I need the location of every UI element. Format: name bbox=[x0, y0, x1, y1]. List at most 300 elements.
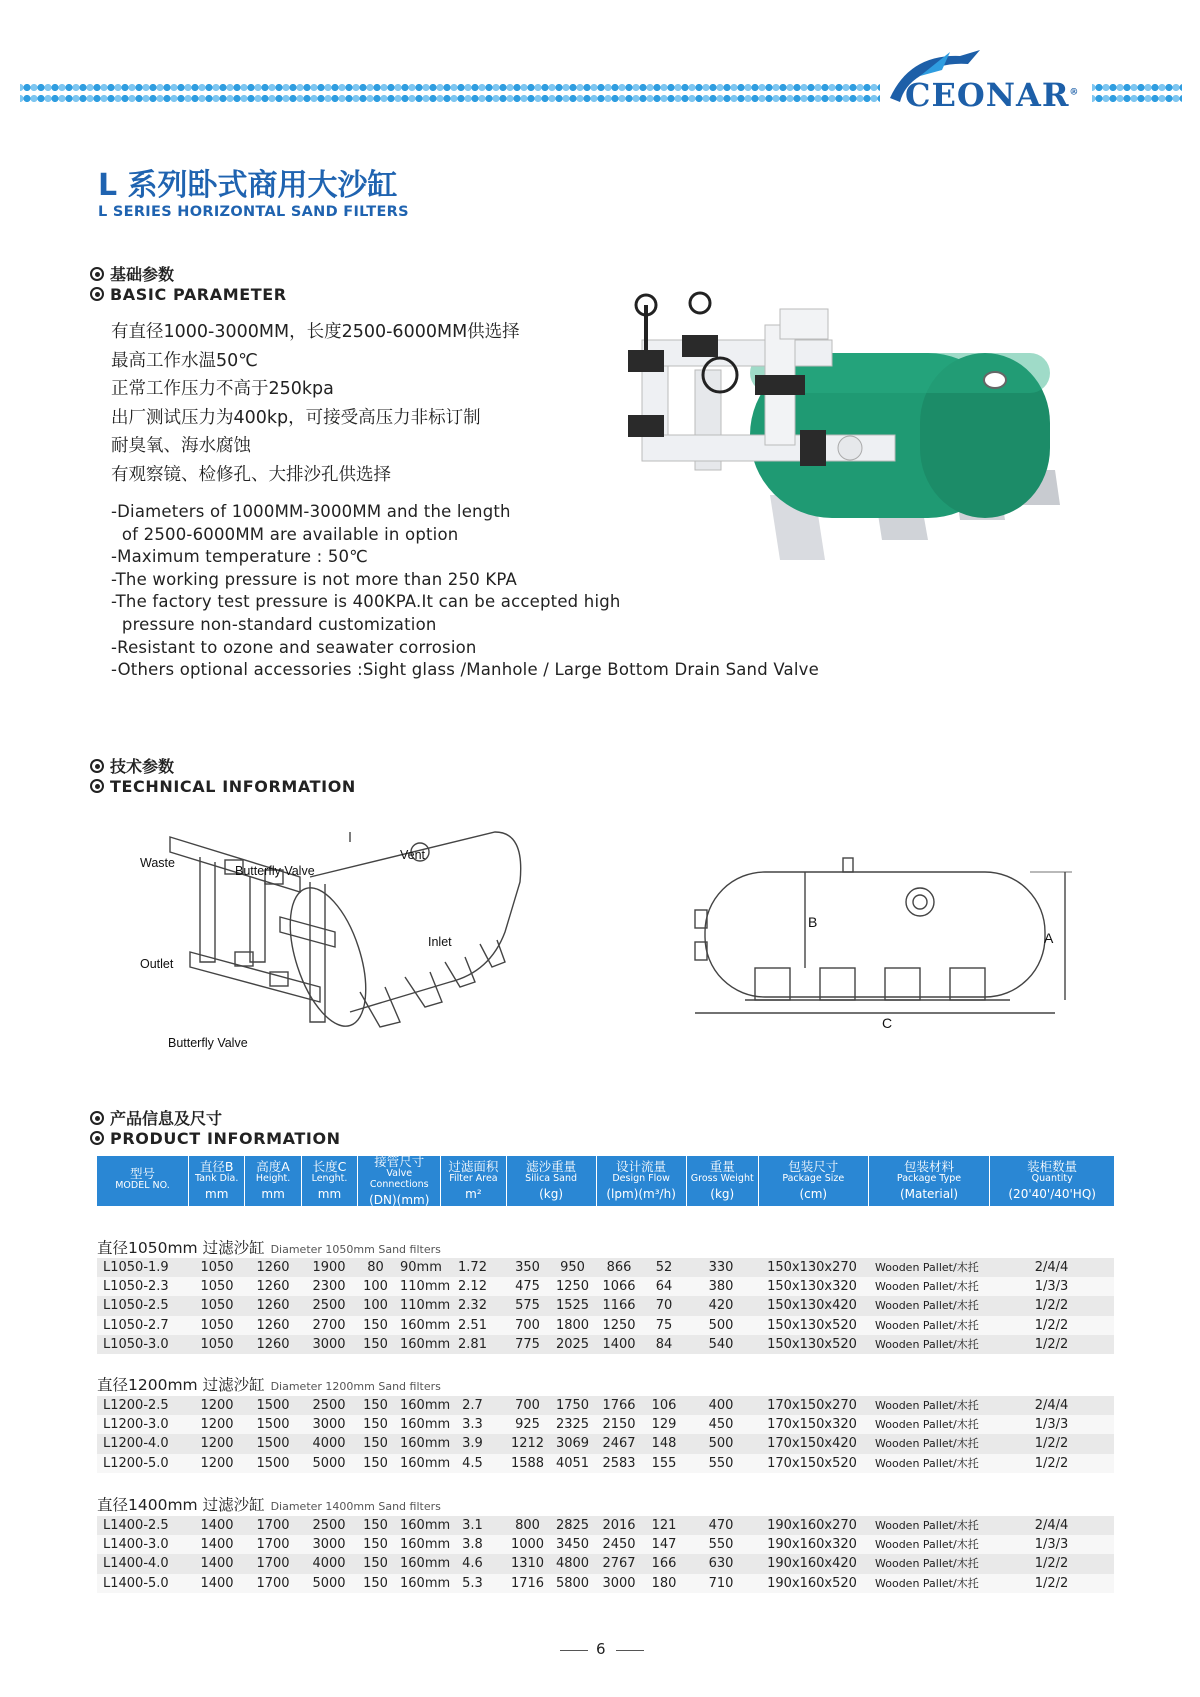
table-cell: 160mm bbox=[400, 1575, 451, 1591]
table-cell: 575 bbox=[515, 1298, 540, 1314]
table-cell: 1525 bbox=[555, 1298, 590, 1314]
table-cell: 100 bbox=[363, 1298, 388, 1314]
table-cell: 3.1 bbox=[462, 1518, 483, 1533]
table-cell: 2500 bbox=[312, 1298, 346, 1314]
table-cell: 1050 bbox=[200, 1298, 234, 1314]
table-cell: 1/3/3 bbox=[1034, 1537, 1069, 1553]
table-cell: 150 bbox=[363, 1417, 388, 1433]
table-cell: 775 bbox=[515, 1336, 540, 1352]
group-title-en: Diameter 1050mm Sand filters bbox=[270, 1243, 441, 1256]
table-row bbox=[97, 1516, 1114, 1535]
table-cell: 129 bbox=[651, 1417, 677, 1433]
table-cell: 1700 bbox=[256, 1518, 290, 1533]
product-table-header bbox=[97, 1153, 1114, 1207]
table-cell: 4000 bbox=[312, 1436, 346, 1452]
table-cell: 1400 bbox=[200, 1518, 234, 1533]
table-cell: 2150 bbox=[602, 1417, 636, 1433]
table-cell: 1310 bbox=[510, 1556, 545, 1572]
label-butterfly-valve-bottom: Butterfly Valve bbox=[168, 1036, 248, 1050]
table-cell: 1250 bbox=[602, 1317, 636, 1333]
table-cell: 1400 bbox=[200, 1537, 234, 1553]
product-title-cn: 产品信息及尺寸 bbox=[110, 1109, 223, 1128]
table-row bbox=[97, 1415, 1114, 1434]
table-cell: 4.5 bbox=[462, 1455, 483, 1471]
dim-label-a: A bbox=[1044, 930, 1054, 946]
table-row bbox=[97, 1535, 1114, 1554]
table-cell: 2467 bbox=[602, 1436, 636, 1452]
header-cn: 接管尺寸 bbox=[374, 1153, 425, 1169]
table-cell: 2025 bbox=[555, 1336, 590, 1352]
table-cell: 150 bbox=[363, 1537, 388, 1553]
table-cell: 1050 bbox=[200, 1336, 234, 1352]
basic-cn-list bbox=[111, 318, 520, 489]
table-cell: 180 bbox=[651, 1575, 677, 1591]
table-cell: 2/4/4 bbox=[1034, 1398, 1069, 1413]
header-dot-band-right bbox=[1092, 82, 1182, 104]
table-row bbox=[97, 1454, 1114, 1473]
table-cell: 1050 bbox=[200, 1279, 234, 1295]
group-rows-1200 bbox=[97, 1396, 1114, 1473]
table-cell: 1200 bbox=[200, 1436, 234, 1452]
table-cell: 450 bbox=[708, 1417, 734, 1433]
dim-label-c: C bbox=[882, 1015, 893, 1031]
table-cell: 110mm bbox=[400, 1279, 451, 1295]
table-cell: 160mm bbox=[400, 1417, 451, 1433]
table-cell: Wooden Pallet/木托 bbox=[875, 1538, 979, 1552]
table-cell: 155 bbox=[651, 1455, 677, 1471]
table-cell: 160mm bbox=[400, 1317, 451, 1333]
table-row bbox=[97, 1434, 1114, 1453]
table-cell: 866 bbox=[606, 1260, 632, 1275]
header-cn: 包装材料 bbox=[904, 1158, 955, 1174]
table-cell: 4800 bbox=[555, 1556, 590, 1572]
table-cell: 710 bbox=[708, 1575, 734, 1591]
table-cell: 1500 bbox=[256, 1398, 290, 1413]
table-cell: L1050-2.5 bbox=[103, 1298, 169, 1314]
table-cell: 5000 bbox=[312, 1575, 346, 1591]
table-cell: 160mm bbox=[400, 1398, 451, 1413]
bullet-icon bbox=[90, 1131, 104, 1145]
table-cell: 100 bbox=[363, 1279, 388, 1295]
table-cell: 380 bbox=[708, 1279, 734, 1295]
brand-mark: ® bbox=[1069, 87, 1080, 98]
group-title-1200 bbox=[97, 1373, 441, 1395]
header-unit: mm bbox=[205, 1187, 229, 1202]
table-row bbox=[97, 1277, 1114, 1296]
table-cell: 1700 bbox=[256, 1556, 290, 1572]
header-cn: 过滤面积 bbox=[448, 1158, 499, 1174]
technical-title-cn: 技术参数 bbox=[110, 757, 175, 776]
table-row bbox=[97, 1296, 1114, 1315]
header-en: Tank Dia. bbox=[195, 1173, 239, 1185]
table-cell: 500 bbox=[708, 1436, 734, 1452]
table-cell: Wooden Pallet/木托 bbox=[875, 1318, 979, 1332]
table-cell: 3000 bbox=[312, 1336, 346, 1352]
table-cell: 1900 bbox=[312, 1260, 346, 1275]
table-cell: Wooden Pallet/木托 bbox=[875, 1299, 979, 1313]
table-cell: 1500 bbox=[256, 1455, 290, 1471]
en-spec-line: pressure non-standard customization bbox=[111, 614, 437, 634]
page-title: L 系列卧式商用大沙缸 bbox=[98, 168, 398, 203]
table-cell: Wooden Pallet/木托 bbox=[875, 1519, 979, 1532]
table-cell: 2016 bbox=[602, 1518, 636, 1533]
technical-section-heading bbox=[90, 754, 356, 796]
table-cell: Wooden Pallet/木托 bbox=[875, 1437, 979, 1451]
en-spec-line: of 2500-6000MM are available in option bbox=[111, 524, 459, 544]
table-cell: 400 bbox=[708, 1398, 734, 1413]
table-cell: 121 bbox=[651, 1518, 677, 1533]
header-cn: 装柜数量 bbox=[1027, 1158, 1078, 1174]
header-en: Valve Connections bbox=[369, 1167, 429, 1190]
table-cell: 1/2/2 bbox=[1034, 1455, 1069, 1471]
table-cell: 150 bbox=[363, 1575, 388, 1591]
page-number: 6 bbox=[596, 1640, 606, 1658]
table-cell: Wooden Pallet/木托 bbox=[875, 1280, 979, 1294]
table-cell: 150x130x270 bbox=[767, 1260, 857, 1275]
group-rows-1050 bbox=[97, 1258, 1114, 1354]
table-cell: 1050 bbox=[200, 1317, 234, 1333]
table-cell: 190x160x270 bbox=[767, 1518, 857, 1533]
product-title-en: PRODUCT INFORMATION bbox=[110, 1129, 341, 1148]
table-cell: 150 bbox=[363, 1556, 388, 1572]
header-dot-band-left bbox=[20, 82, 880, 104]
en-spec-line: -The factory test pressure is 400KPA.It can be accepted high bbox=[111, 592, 621, 612]
header-en: Lenght. bbox=[311, 1173, 348, 1185]
table-cell: 75 bbox=[655, 1317, 673, 1333]
brand-logo bbox=[905, 76, 1079, 114]
header-en: Height. bbox=[255, 1173, 291, 1185]
table-cell: 190x160x420 bbox=[767, 1556, 857, 1572]
bullet-icon bbox=[90, 287, 104, 301]
table-cell: 52 bbox=[655, 1260, 673, 1275]
table-cell: 190x160x320 bbox=[767, 1537, 857, 1553]
dim-label-b: B bbox=[808, 914, 818, 930]
table-cell: 1/2/2 bbox=[1034, 1575, 1069, 1591]
table-cell: 80 bbox=[367, 1260, 384, 1275]
table-cell: 1260 bbox=[256, 1317, 290, 1333]
table-cell: 150 bbox=[363, 1336, 388, 1352]
table-row bbox=[97, 1335, 1114, 1354]
brand-name: CEONAR bbox=[905, 76, 1070, 114]
table-cell: 147 bbox=[651, 1537, 677, 1553]
table-cell: 150 bbox=[363, 1317, 388, 1333]
label-inlet: Inlet bbox=[428, 935, 452, 949]
group-title-en: Diameter 1200mm Sand filters bbox=[270, 1380, 441, 1393]
header-unit: (kg) bbox=[710, 1187, 735, 1202]
table-cell: L1200-3.0 bbox=[103, 1417, 169, 1433]
group-title-cn: 直径1050mm 过滤沙缸 bbox=[97, 1239, 265, 1257]
table-header-cell bbox=[97, 1156, 189, 1206]
table-cell: 1700 bbox=[256, 1575, 290, 1591]
table-cell: 2.32 bbox=[458, 1298, 487, 1314]
table-cell: 150 bbox=[363, 1436, 388, 1452]
cn-spec-line: 有直径1000-3000MM，长度2500-6000MM供选择 bbox=[111, 322, 520, 342]
table-cell: 1500 bbox=[256, 1417, 290, 1433]
table-cell: 2/4/4 bbox=[1034, 1260, 1069, 1275]
table-cell: 2825 bbox=[555, 1518, 590, 1533]
table-cell: 5800 bbox=[555, 1575, 590, 1591]
technical-title-en: TECHNICAL INFORMATION bbox=[110, 777, 356, 796]
header-unit: mm bbox=[317, 1187, 342, 1202]
table-header-cell bbox=[990, 1156, 1114, 1206]
table-cell: 2583 bbox=[602, 1455, 636, 1471]
group-rows-1400 bbox=[97, 1516, 1114, 1593]
table-cell: 110mm bbox=[400, 1298, 451, 1314]
header-cn: 高度A bbox=[256, 1158, 290, 1174]
table-cell: L1400-4.0 bbox=[103, 1556, 169, 1572]
table-cell: 3.3 bbox=[462, 1417, 483, 1433]
table-cell: L1200-5.0 bbox=[103, 1455, 169, 1471]
table-cell: 540 bbox=[708, 1336, 734, 1352]
table-cell: 1200 bbox=[200, 1455, 234, 1471]
table-cell: 1700 bbox=[256, 1537, 290, 1553]
table-cell: 1050 bbox=[200, 1260, 234, 1275]
table-cell: 1716 bbox=[510, 1575, 545, 1591]
header-en: Package Type bbox=[896, 1173, 962, 1185]
table-cell: 160mm bbox=[400, 1537, 451, 1553]
basic-section-heading bbox=[90, 262, 287, 304]
table-cell: 1750 bbox=[555, 1398, 590, 1413]
table-header-cell bbox=[597, 1156, 687, 1206]
table-cell: 106 bbox=[651, 1398, 677, 1413]
table-cell: 2.7 bbox=[462, 1398, 483, 1413]
en-spec-line: -The working pressure is not more than 250 KPA bbox=[111, 569, 517, 589]
header-unit: mm bbox=[261, 1187, 285, 1202]
cn-spec-line: 有观察镜、检修孔、大排沙孔供选择 bbox=[111, 464, 391, 485]
header-en: Silica Sand bbox=[525, 1173, 578, 1185]
table-cell: 160mm bbox=[400, 1455, 451, 1471]
table-cell: Wooden Pallet/木托 bbox=[875, 1557, 979, 1571]
header-unit: (kg) bbox=[539, 1187, 564, 1202]
page-subtitle: L SERIES HORIZONTAL SAND FILTERS bbox=[98, 204, 409, 220]
table-cell: 2.81 bbox=[458, 1336, 487, 1352]
table-cell: 1260 bbox=[256, 1336, 290, 1352]
table-cell: Wooden Pallet/木托 bbox=[875, 1399, 979, 1412]
header-cn: 重量 bbox=[709, 1158, 735, 1174]
table-row bbox=[97, 1258, 1114, 1277]
table-cell: 1250 bbox=[555, 1279, 590, 1295]
group-title-en: Diameter 1400mm Sand filters bbox=[270, 1500, 441, 1513]
table-cell: 800 bbox=[515, 1518, 540, 1533]
table-cell: 1166 bbox=[602, 1298, 636, 1314]
header-en: Gross Weight bbox=[690, 1173, 754, 1185]
table-cell: 84 bbox=[655, 1336, 673, 1352]
table-cell: 150 bbox=[363, 1455, 388, 1471]
table-cell: 1000 bbox=[510, 1537, 545, 1553]
table-cell: 1588 bbox=[510, 1455, 545, 1471]
cn-spec-line: 出厂测试压力为400kp，可接受高压力非标订制 bbox=[111, 407, 481, 428]
table-header-cell bbox=[189, 1156, 245, 1206]
basic-title-cn: 基础参数 bbox=[110, 265, 175, 284]
table-cell: 1/2/2 bbox=[1034, 1436, 1069, 1452]
cn-spec-line: 最高工作水温50℃ bbox=[111, 350, 258, 371]
header-en: Filter Area bbox=[449, 1173, 498, 1185]
table-cell: L1200-2.5 bbox=[103, 1398, 169, 1413]
table-cell: 2300 bbox=[312, 1279, 346, 1295]
table-cell: L1400-2.5 bbox=[103, 1518, 169, 1533]
table-cell: 1/2/2 bbox=[1034, 1336, 1069, 1352]
header-en: Quantity bbox=[1031, 1173, 1073, 1185]
table-header-cell bbox=[759, 1156, 869, 1206]
table-cell: 470 bbox=[708, 1518, 734, 1533]
table-row bbox=[97, 1554, 1114, 1573]
basic-title-en: BASIC PARAMETER bbox=[110, 285, 287, 304]
header-cn: 包装尺寸 bbox=[788, 1158, 839, 1174]
table-cell: 160mm bbox=[400, 1436, 451, 1452]
table-cell: 90mm bbox=[400, 1260, 442, 1275]
group-title-1050 bbox=[97, 1236, 441, 1258]
table-cell: 1400 bbox=[200, 1575, 234, 1591]
table-cell: 1/3/3 bbox=[1034, 1417, 1069, 1433]
table-cell: 150x130x520 bbox=[767, 1336, 857, 1352]
table-cell: Wooden Pallet/木托 bbox=[875, 1418, 979, 1432]
group-title-cn: 直径1200mm 过滤沙缸 bbox=[97, 1376, 265, 1394]
table-cell: 5000 bbox=[312, 1455, 346, 1471]
label-waste: Waste bbox=[140, 856, 175, 870]
table-header-cell bbox=[358, 1153, 441, 1207]
table-cell: 1/2/2 bbox=[1034, 1298, 1069, 1314]
table-cell: 925 bbox=[515, 1417, 540, 1433]
table-cell: 170x150x520 bbox=[767, 1455, 857, 1471]
header-unit: (Material) bbox=[899, 1187, 959, 1202]
header-cn: 设计流量 bbox=[616, 1158, 667, 1174]
table-cell: 3.8 bbox=[462, 1537, 483, 1553]
table-cell: 150 bbox=[363, 1518, 388, 1533]
header-cn: 长度C bbox=[312, 1158, 347, 1174]
table-cell: 70 bbox=[655, 1298, 673, 1314]
table-cell: 1/3/3 bbox=[1034, 1279, 1069, 1295]
table-row bbox=[97, 1316, 1114, 1335]
group-title-cn: 直径1400mm 过滤沙缸 bbox=[97, 1496, 265, 1514]
footer-rule-right bbox=[616, 1650, 644, 1651]
table-cell: 2.12 bbox=[458, 1279, 487, 1295]
table-cell: 3000 bbox=[312, 1537, 346, 1553]
table-cell: 3450 bbox=[555, 1537, 590, 1553]
table-cell: 170x150x320 bbox=[767, 1417, 857, 1433]
table-cell: 1800 bbox=[555, 1317, 590, 1333]
table-cell: Wooden Pallet/木托 bbox=[875, 1337, 979, 1351]
table-cell: 3000 bbox=[602, 1575, 636, 1591]
table-header-cell bbox=[687, 1156, 759, 1206]
table-cell: 150x130x420 bbox=[767, 1298, 857, 1314]
table-cell: 550 bbox=[708, 1537, 734, 1553]
table-cell: L1050-2.3 bbox=[103, 1279, 169, 1295]
table-cell: 166 bbox=[651, 1556, 677, 1572]
table-row bbox=[97, 1396, 1114, 1415]
table-header-cell bbox=[245, 1156, 301, 1206]
cn-spec-line: 耐臭氧、海水腐蚀 bbox=[111, 436, 251, 456]
table-cell: 330 bbox=[708, 1260, 734, 1275]
label-butterfly-valve-top: Butterfly Valve bbox=[235, 864, 315, 878]
table-cell: 1766 bbox=[602, 1398, 636, 1413]
table-cell: 4000 bbox=[312, 1556, 346, 1572]
table-cell: 420 bbox=[708, 1298, 734, 1314]
table-cell: 5.3 bbox=[462, 1575, 483, 1591]
label-outlet: Outlet bbox=[140, 957, 174, 971]
table-cell: Wooden Pallet/木托 bbox=[875, 1456, 979, 1470]
product-section-heading bbox=[90, 1106, 341, 1148]
table-header-cell bbox=[441, 1156, 506, 1206]
table-cell: 350 bbox=[515, 1260, 540, 1275]
table-cell: 150x130x320 bbox=[767, 1279, 857, 1295]
table-cell: L1400-3.0 bbox=[103, 1537, 169, 1553]
table-cell: 2/4/4 bbox=[1034, 1518, 1069, 1533]
table-cell: 64 bbox=[655, 1279, 673, 1295]
table-cell: 700 bbox=[515, 1398, 540, 1413]
dimension-drawing bbox=[690, 850, 1080, 1030]
table-cell: Wooden Pallet/木托 bbox=[875, 1576, 979, 1590]
en-spec-line: -Diameters of 1000MM-3000MM and the length bbox=[111, 502, 511, 521]
table-cell: 1200 bbox=[200, 1398, 234, 1413]
en-spec-line: -Resistant to ozone and seawater corrosion bbox=[111, 637, 477, 657]
table-cell: 1260 bbox=[256, 1298, 290, 1314]
table-cell: 2500 bbox=[312, 1518, 346, 1533]
label-vent: Vent bbox=[400, 848, 426, 862]
table-cell: L1200-4.0 bbox=[103, 1436, 169, 1452]
table-cell: 1400 bbox=[602, 1336, 636, 1352]
table-cell: 1.72 bbox=[458, 1260, 487, 1275]
table-cell: 3069 bbox=[555, 1436, 590, 1452]
table-cell: 630 bbox=[708, 1556, 734, 1572]
isometric-filter-diagram bbox=[150, 822, 530, 1052]
header-unit: (cm) bbox=[799, 1187, 828, 1202]
table-cell: 2767 bbox=[602, 1556, 636, 1572]
header-en: Design Flow bbox=[612, 1173, 670, 1185]
table-cell: 160mm bbox=[400, 1556, 451, 1572]
table-cell: 1200 bbox=[200, 1417, 234, 1433]
table-row bbox=[97, 1574, 1114, 1593]
bullet-icon bbox=[90, 267, 104, 281]
table-cell: 190x160x520 bbox=[767, 1575, 857, 1591]
table-cell: L1050-1.9 bbox=[103, 1260, 169, 1275]
header-cn: 型号 bbox=[129, 1165, 155, 1181]
table-cell: 2450 bbox=[602, 1537, 636, 1553]
table-cell: 150x130x520 bbox=[767, 1317, 857, 1333]
header-en: MODEL NO. bbox=[115, 1180, 170, 1192]
header-cn: 滤沙重量 bbox=[526, 1158, 577, 1174]
table-cell: 170x150x420 bbox=[767, 1436, 857, 1452]
header-en: Package Size bbox=[782, 1173, 845, 1185]
page-footer bbox=[560, 1640, 640, 1660]
table-cell: 1212 bbox=[510, 1436, 545, 1452]
bullet-icon bbox=[90, 1111, 104, 1125]
table-cell: 475 bbox=[515, 1279, 540, 1295]
table-cell: 1/2/2 bbox=[1034, 1556, 1069, 1572]
table-cell: 170x150x270 bbox=[767, 1398, 857, 1413]
table-cell: 700 bbox=[515, 1317, 540, 1333]
group-title-1400 bbox=[97, 1493, 441, 1515]
table-cell: 150 bbox=[363, 1398, 388, 1413]
table-cell: 2700 bbox=[312, 1317, 346, 1333]
table-cell: 160mm bbox=[400, 1518, 451, 1533]
table-cell: 160mm bbox=[400, 1336, 451, 1352]
table-cell: L1050-3.0 bbox=[103, 1336, 169, 1352]
table-cell: L1050-2.7 bbox=[103, 1317, 169, 1333]
table-cell: 1500 bbox=[256, 1436, 290, 1452]
bullet-icon bbox=[90, 779, 104, 793]
table-cell: 1260 bbox=[256, 1279, 290, 1295]
en-spec-line: -Others optional accessories :Sight glass /Manhole / Large Bottom Drain Sand Valve bbox=[111, 660, 819, 680]
table-cell: 550 bbox=[708, 1455, 734, 1471]
table-cell: 1260 bbox=[256, 1260, 290, 1275]
table-cell: 4.6 bbox=[462, 1556, 483, 1572]
table-cell: 1400 bbox=[200, 1556, 234, 1572]
table-cell: 1/2/2 bbox=[1034, 1317, 1069, 1333]
table-cell: 2.51 bbox=[458, 1317, 487, 1333]
header-unit: (DN)(mm) bbox=[369, 1192, 430, 1207]
table-header-cell bbox=[507, 1156, 597, 1206]
table-cell: 3000 bbox=[312, 1417, 346, 1433]
